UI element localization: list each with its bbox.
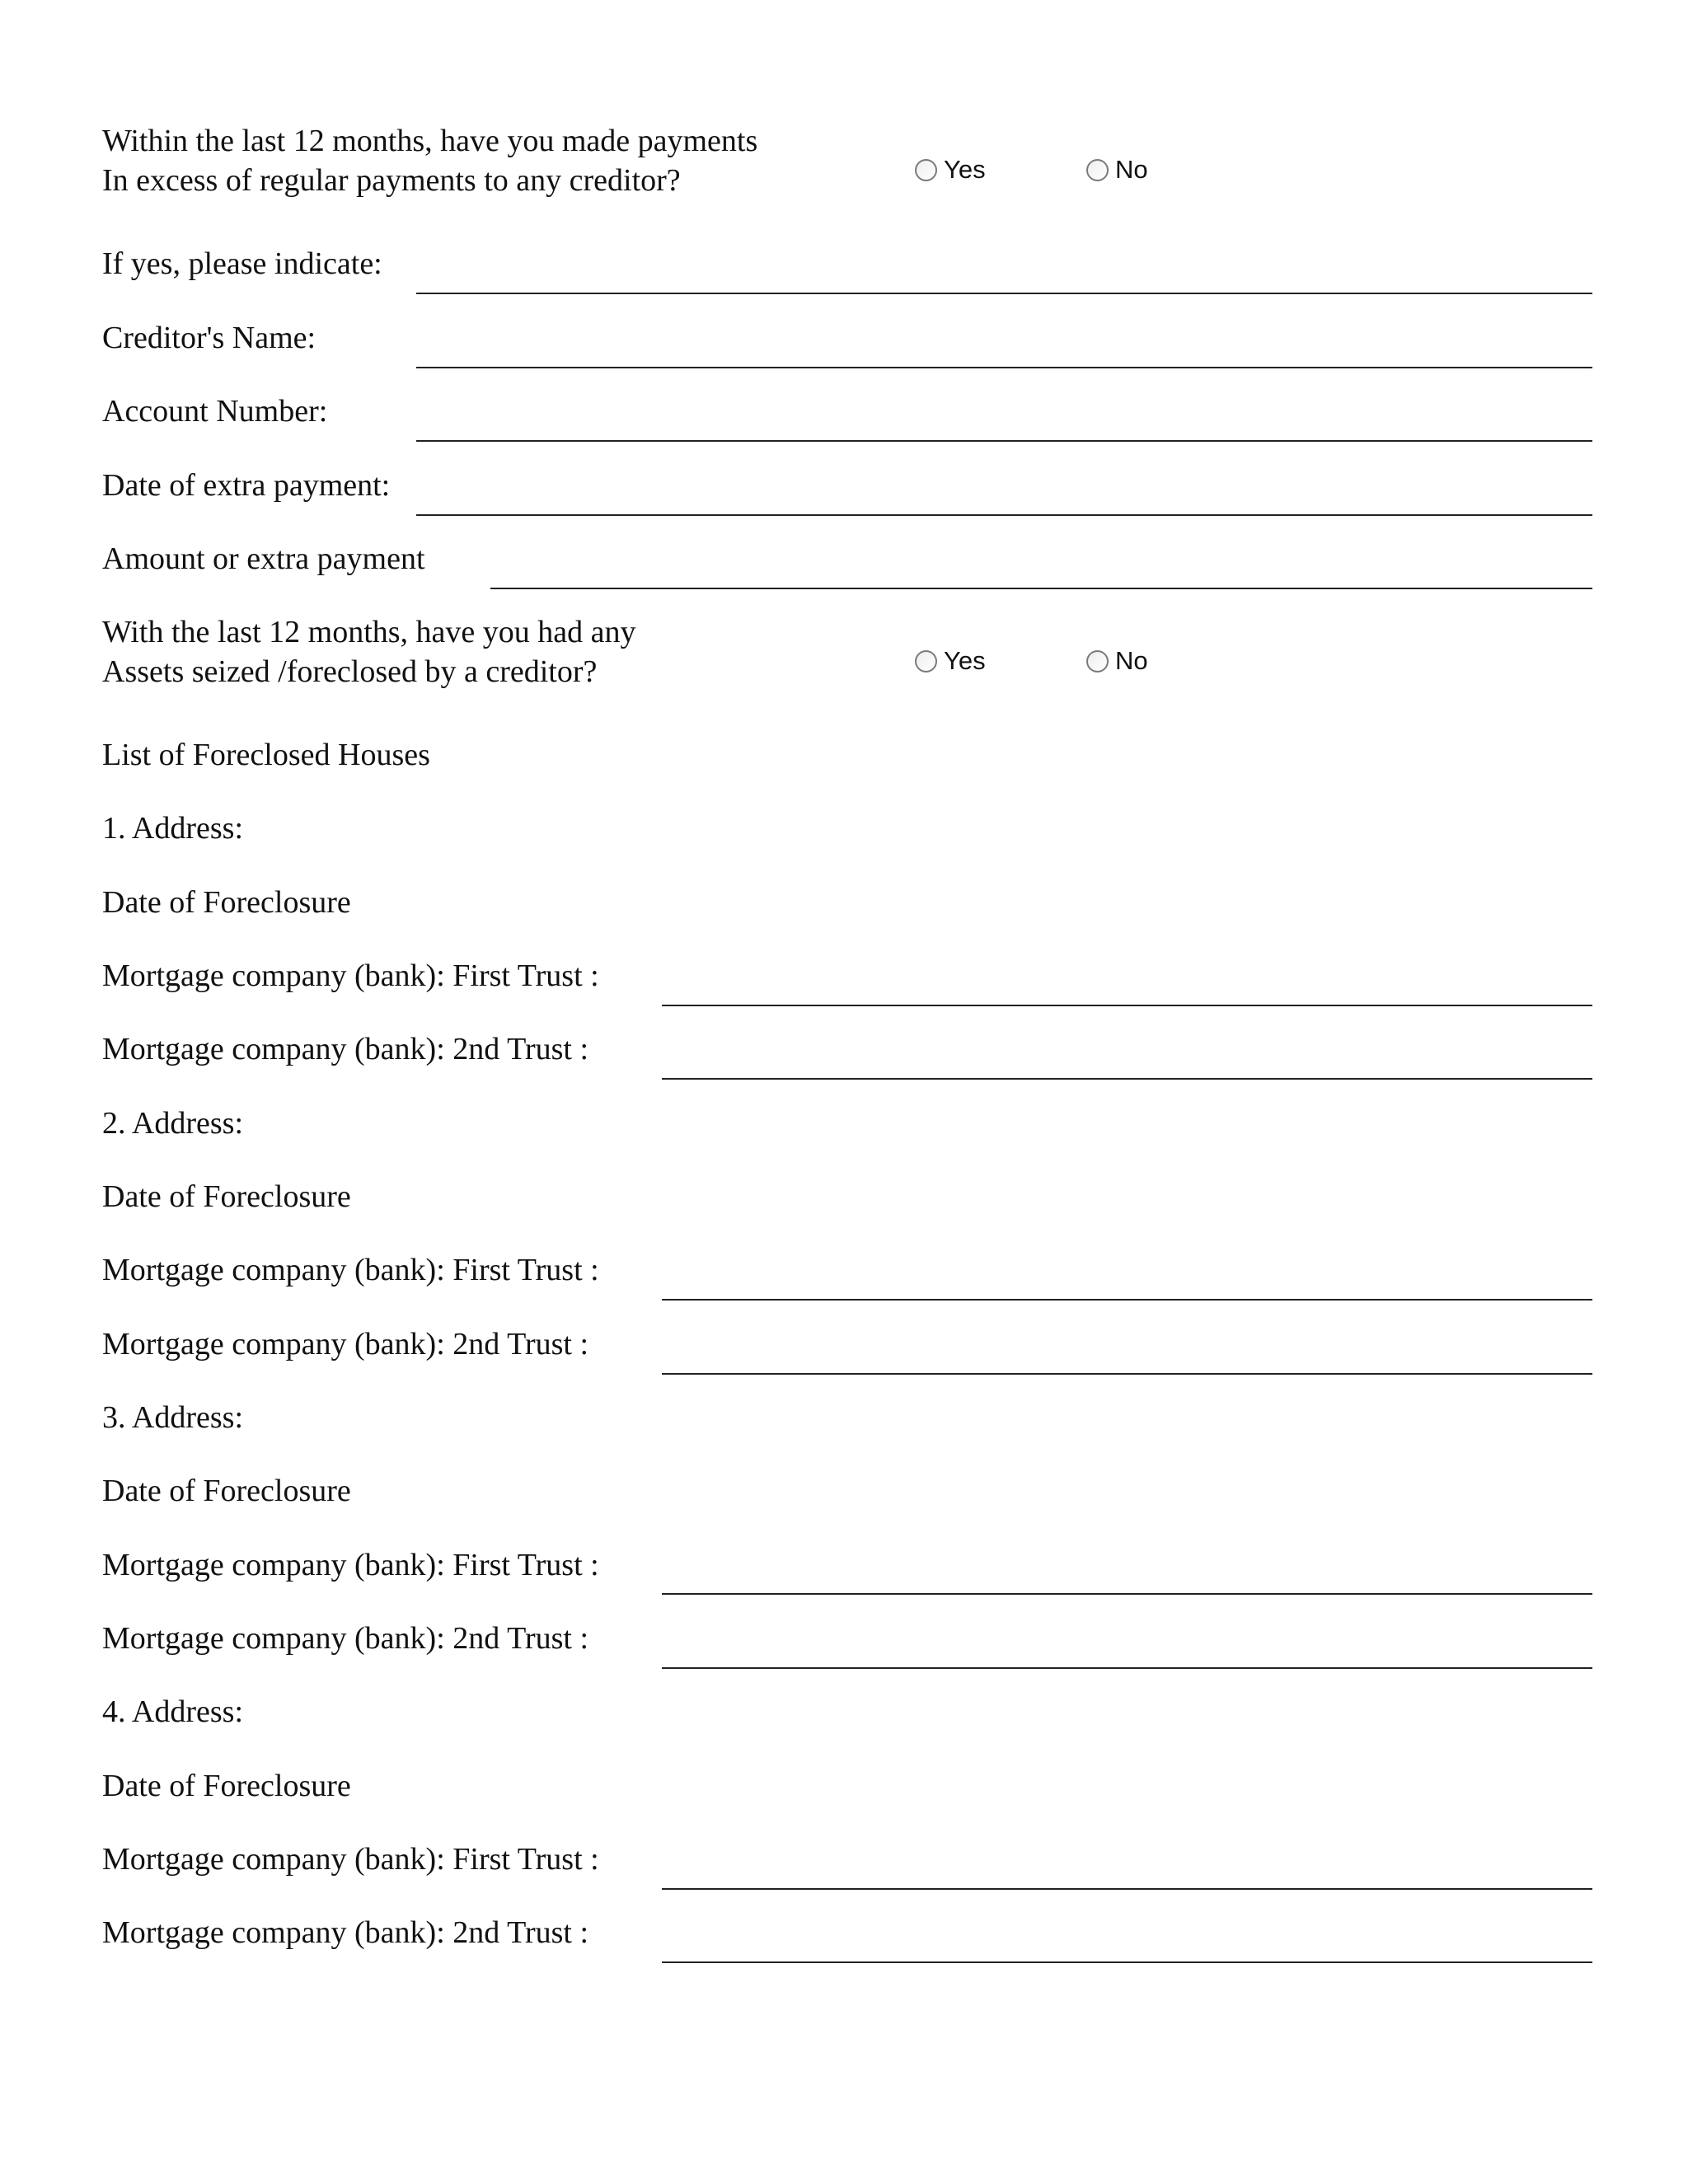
amount-extra-payment-label: Amount or extra payment [102,541,425,576]
house-first-trust-label: Mortgage company (bank): First Trust : [102,1253,599,1287]
house-first-trust-field[interactable] [662,1593,1592,1595]
house-first-trust-label: Mortgage company (bank): First Trust : [102,1842,599,1877]
q1-no-radio[interactable] [1086,155,1148,185]
radio-circle-icon[interactable] [915,159,937,181]
house-second-trust-field[interactable] [662,1961,1592,1963]
house-second-trust-field[interactable] [662,1373,1592,1375]
house-second-trust-label: Mortgage company (bank): 2nd Trust : [102,1621,589,1656]
house-date-label: Date of Foreclosure [102,1179,351,1214]
house-address-label: 1. Address: [102,811,243,846]
account-number-label: Account Number: [102,394,328,429]
house-date-label: Date of Foreclosure [102,1474,351,1508]
creditor-name-field[interactable] [416,367,1592,368]
house-second-trust-field[interactable] [662,1667,1592,1669]
house-address-label: 3. Address: [102,1400,243,1435]
q2-line2: Assets seized /foreclosed by a creditor? [102,654,598,689]
house-second-trust-label: Mortgage company (bank): 2nd Trust : [102,1032,589,1066]
house-first-trust-field[interactable] [662,1888,1592,1890]
date-extra-payment-label: Date of extra payment: [102,468,391,503]
house-second-trust-label: Mortgage company (bank): 2nd Trust : [102,1915,589,1950]
radio-circle-icon[interactable] [1086,650,1109,673]
house-date-label: Date of Foreclosure [102,1769,351,1803]
if-yes-label: If yes, please indicate: [102,246,382,281]
radio-circle-icon[interactable] [1086,159,1109,181]
q2-yes-label: Yes [944,646,986,675]
q1-line1: Within the last 12 months, have you made payments [102,124,758,158]
house-second-trust-field[interactable] [662,1078,1592,1080]
q1-yes-label: Yes [944,155,986,184]
amount-extra-payment-field[interactable] [490,588,1592,589]
house-date-label: Date of Foreclosure [102,885,351,920]
radio-circle-icon[interactable] [915,650,937,673]
house-first-trust-field[interactable] [662,1299,1592,1301]
house-first-trust-label: Mortgage company (bank): First Trust : [102,958,599,993]
q1-line2: In excess of regular payments to any creditor? [102,163,681,198]
q2-no-radio[interactable] [1086,646,1148,676]
date-extra-payment-field[interactable] [416,514,1592,516]
q2-yes-radio[interactable] [915,646,986,676]
house-first-trust-label: Mortgage company (bank): First Trust : [102,1548,599,1582]
house-address-label: 4. Address: [102,1694,243,1729]
house-address-label: 2. Address: [102,1106,243,1141]
if-yes-field[interactable] [416,293,1592,294]
house-first-trust-field[interactable] [662,1005,1592,1006]
creditor-name-label: Creditor's Name: [102,321,316,355]
list-title: List of Foreclosed Houses [102,738,430,772]
house-second-trust-label: Mortgage company (bank): 2nd Trust : [102,1327,589,1361]
q1-yes-radio[interactable] [915,155,986,185]
q2-no-label: No [1115,646,1148,675]
account-number-field[interactable] [416,440,1592,442]
q2-line1: With the last 12 months, have you had any [102,615,636,649]
q1-no-label: No [1115,155,1148,184]
